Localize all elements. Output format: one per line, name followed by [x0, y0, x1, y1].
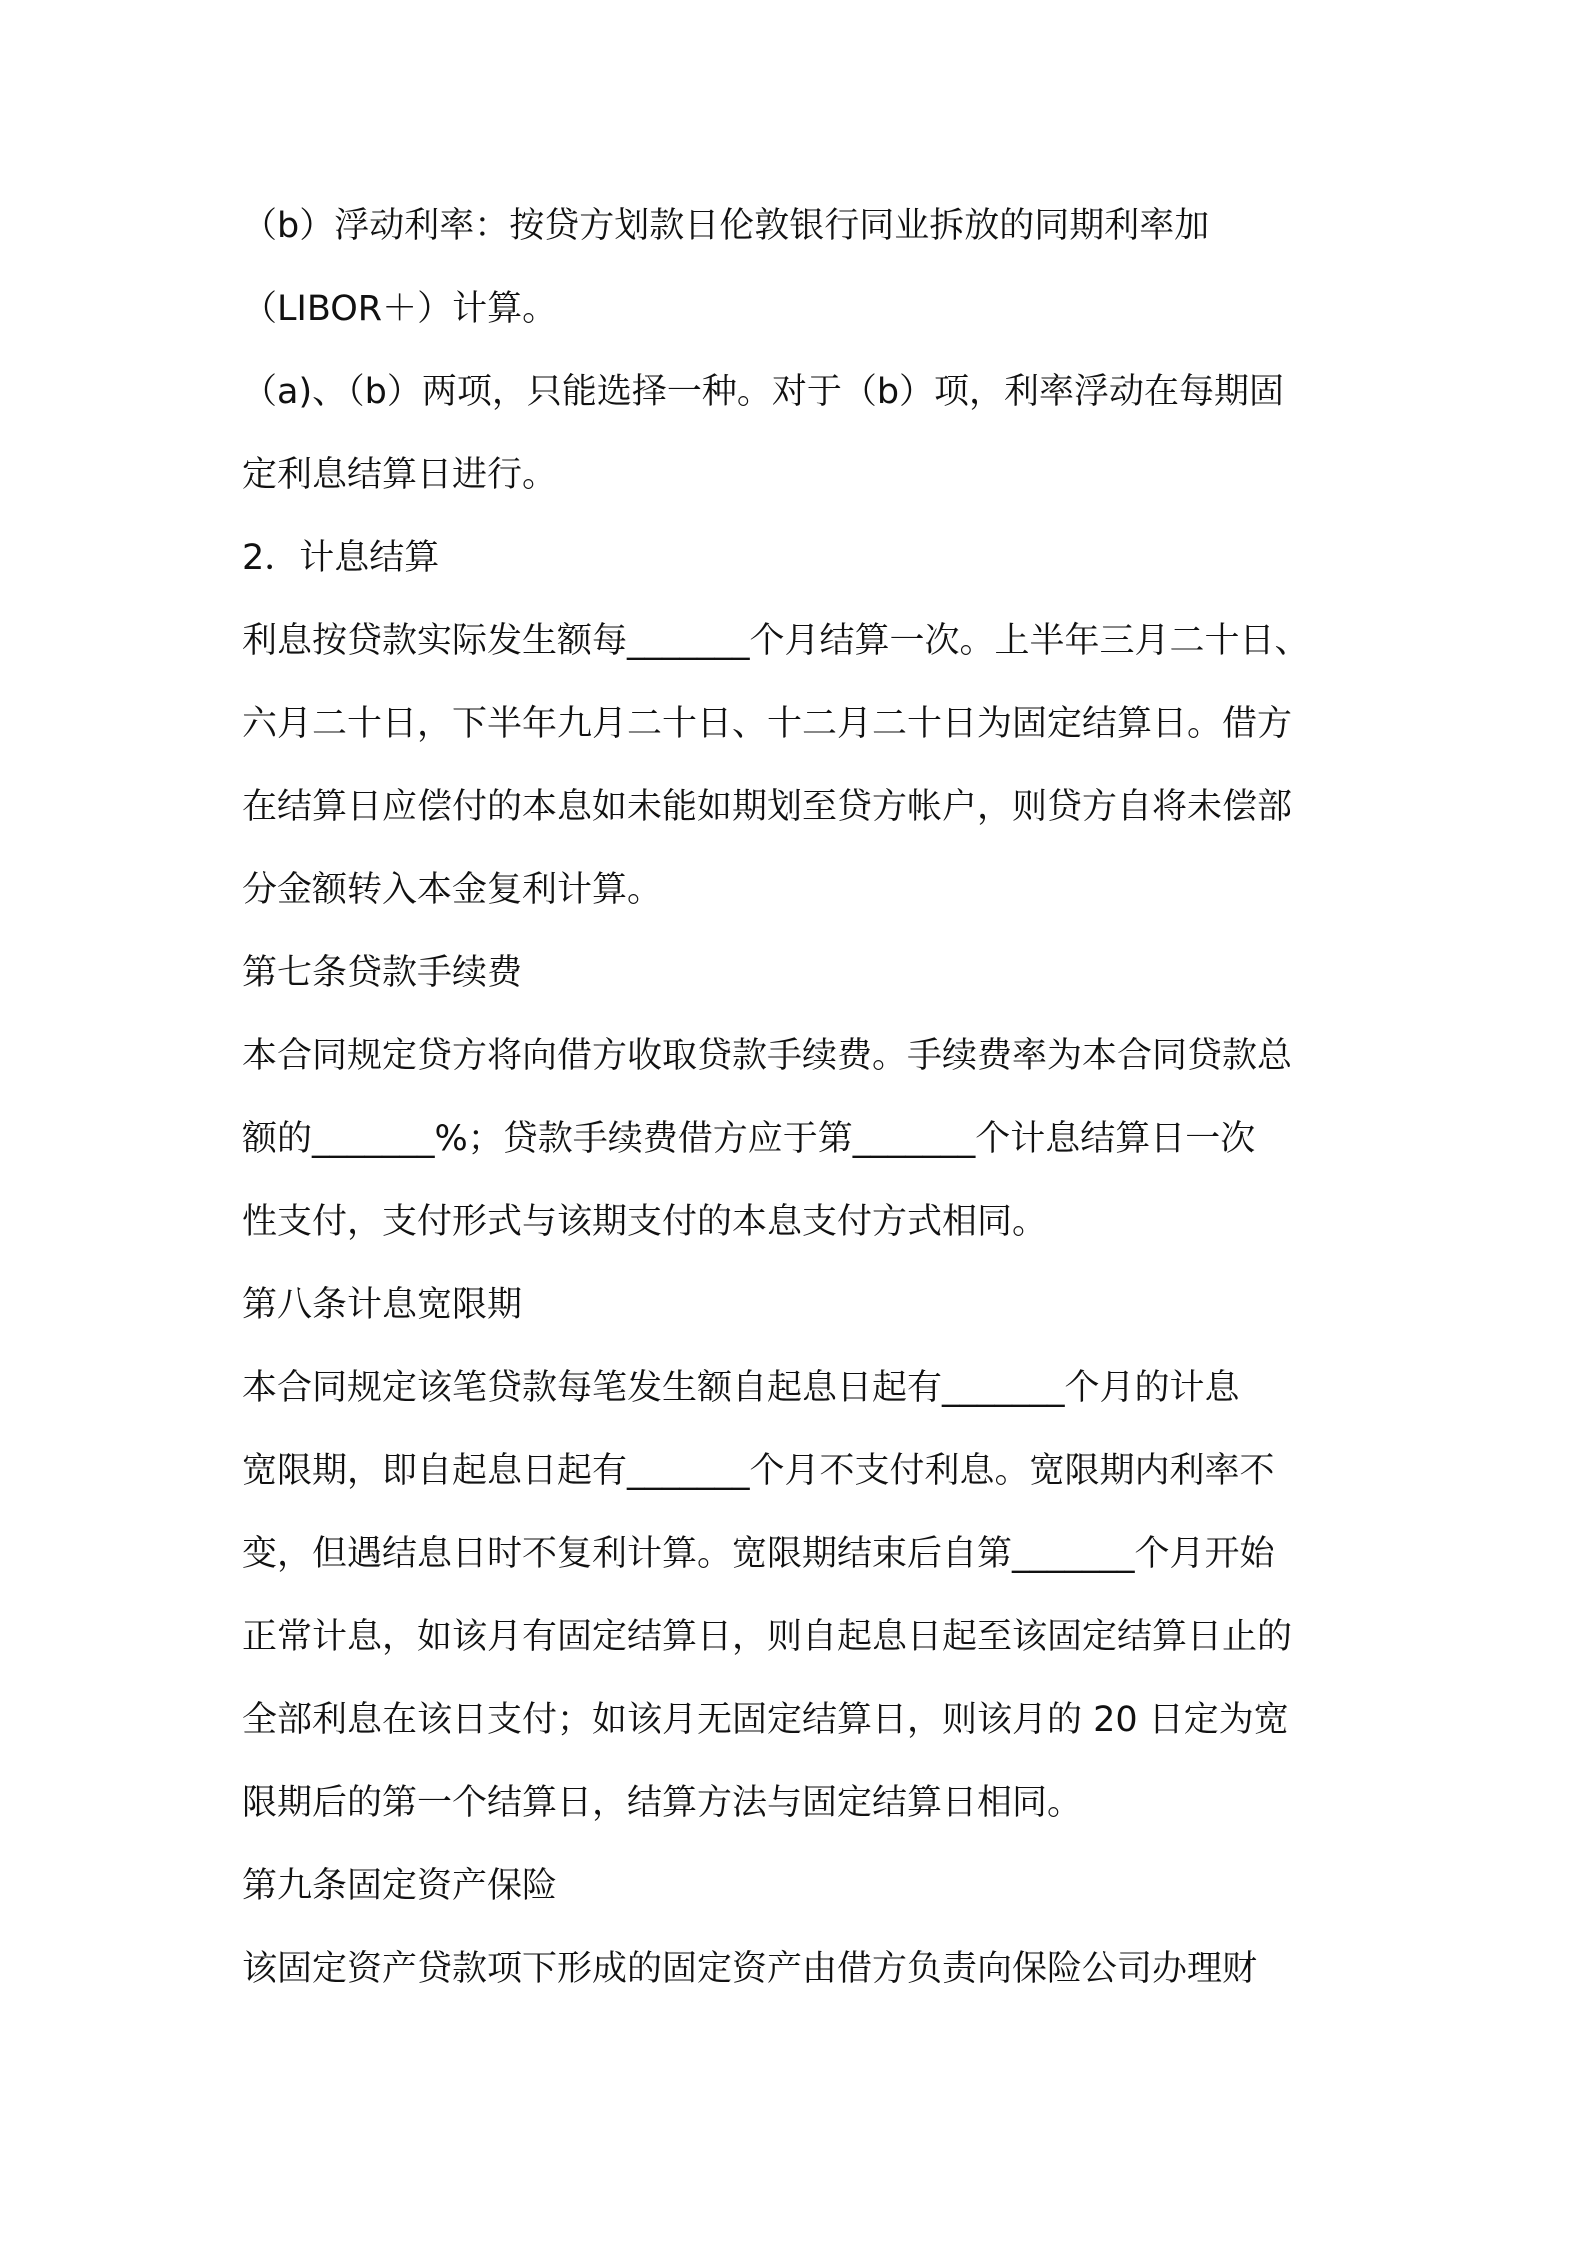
text-line-settlement-day: 定利息结算日进行。	[242, 455, 558, 495]
text-line-interest-1: 利息按贷款实际发生额每_______个月结算一次。上半年三月二十日、	[242, 621, 1310, 661]
text-line-fee-3: 性支付，支付形式与该期支付的本息支付方式相同。	[242, 1202, 1048, 1242]
text-line-interest-3: 在结算日应偿付的本息如未能如期划至贷方帐户，则贷方自将未偿部	[242, 787, 1293, 827]
section-heading-interest-settlement: 2．计息结算	[242, 538, 440, 578]
text-line-choice: （a)、（b）两项，只能选择一种。对于（b）项，利率浮动在每期固	[242, 372, 1285, 412]
text-line-grace-4: 正常计息，如该月有固定结算日，则自起息日起至该固定结算日止的	[242, 1617, 1293, 1657]
text-line-grace-6: 限期后的第一个结算日，结算方法与固定结算日相同。	[242, 1783, 1083, 1823]
article-heading-7: 第七条贷款手续费	[242, 953, 523, 993]
text-line-interest-2: 六月二十日，下半年九月二十日、十二月二十日为固定结算日。借方	[242, 704, 1293, 744]
text-line-libor: （LIBOR＋）计算。	[242, 289, 558, 329]
text-line-insurance-1: 该固定资产贷款项下形成的固定资产由借方负责向保险公司办理财	[242, 1949, 1258, 1989]
text-line-grace-1: 本合同规定该笔贷款每笔发生额自起息日起有_______个月的计息	[242, 1368, 1240, 1408]
text-line-grace-3: 变，但遇结息日时不复利计算。宽限期结束后自第_______个月开始	[242, 1534, 1275, 1574]
article-heading-9: 第九条固定资产保险	[242, 1866, 558, 1906]
text-line-fee-1: 本合同规定贷方将向借方收取贷款手续费。手续费率为本合同贷款总	[242, 1036, 1293, 1076]
article-heading-8: 第八条计息宽限期	[242, 1285, 523, 1325]
text-line-grace-2: 宽限期，即自起息日起有_______个月不支付利息。宽限期内利率不	[242, 1451, 1275, 1491]
text-line-floating-rate: （b）浮动利率：按贷方划款日伦敦银行同业拆放的同期利率加	[242, 206, 1210, 246]
text-line-interest-4: 分金额转入本金复利计算。	[242, 870, 663, 910]
text-line-grace-5: 全部利息在该日支付；如该月无固定结算日，则该月的 20 日定为宽	[242, 1700, 1289, 1740]
text-line-fee-2: 额的_______%；贷款手续费借方应于第_______个计息结算日一次	[242, 1119, 1256, 1159]
document-body	[242, 198, 1357, 2024]
